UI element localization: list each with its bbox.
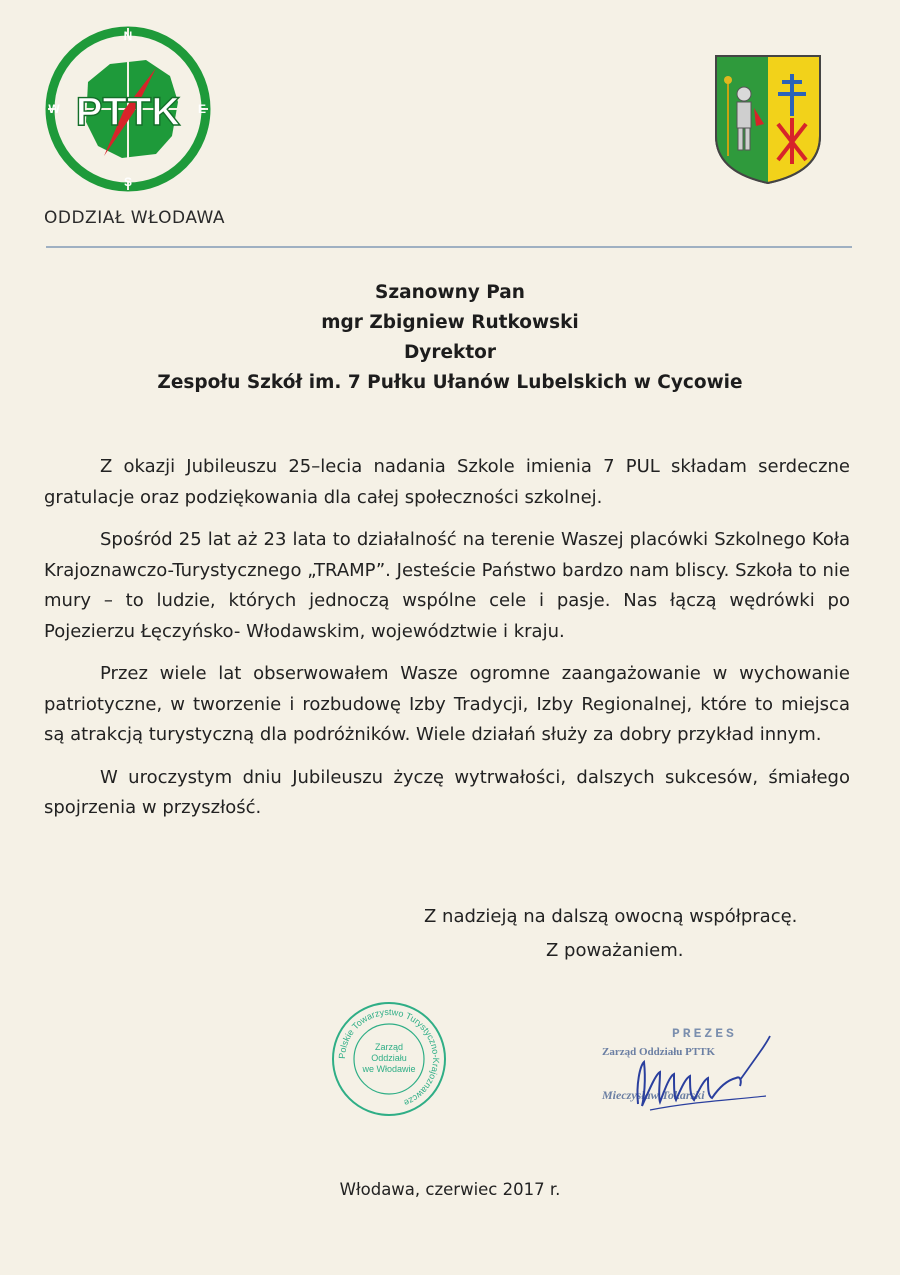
- letter-body: [44, 452, 850, 836]
- paragraph: Przez wiele lat obserwowałem Wasze ogromne zaangażowanie w wychowanie patriotyczne, w tworzenie i rozbudowę Izby Tradycji, Izby Regionalnej, które to miejsca są atrakcją turystyczną dla podróżników. Wiele działań służy za dobry przykład innym.: [44, 663, 850, 745]
- compass-w: W: [48, 102, 60, 116]
- closing-line: Z nadzieją na dalszą owocną współpracę.: [424, 906, 798, 927]
- stamp-center-2: Oddziału: [371, 1053, 407, 1063]
- paragraph: Z okazji Jubileuszu 25–lecia nadania Szkole imienia 7 PUL składam serdeczne gratulacje oraz podziękowania dla całej społeczności szkolnej.: [44, 456, 850, 508]
- stamp-center-1: Zarząd: [374, 1042, 404, 1052]
- regards-line: Z poważaniem.: [546, 940, 684, 961]
- header-divider: [46, 246, 852, 248]
- stamp-center-3: we Włodawie: [362, 1064, 416, 1074]
- branch-name: ODDZIAŁ WŁODAWA: [44, 208, 226, 228]
- round-stamp: [330, 1000, 448, 1118]
- signature-name: Mieczysław Tokarski: [602, 1088, 705, 1102]
- addressee-school: Zespołu Szkół im. 7 Pułku Ułanów Lubelskich w Cycowie: [157, 372, 743, 393]
- addressee-role: Dyrektor: [403, 342, 497, 363]
- stamp-ring-text: Polskie Towarzystwo Turystyczno-Krajoznawcze: [336, 1006, 442, 1109]
- handwritten-signature: [590, 1022, 790, 1122]
- addressee-name: mgr Zbigniew Rutkowski: [321, 312, 579, 333]
- signature-org: Zarząd Oddziału PTTK: [602, 1046, 716, 1058]
- closing-block: [424, 900, 797, 968]
- addressee-block: [0, 278, 900, 398]
- compass-s: S: [123, 175, 133, 189]
- compass-n: N: [123, 29, 133, 43]
- compass-e: E: [197, 102, 207, 116]
- signature-title: PREZES: [672, 1026, 737, 1041]
- place-date: Włodawa, czerwiec 2017 r.: [339, 1180, 561, 1199]
- coat-of-arms: [712, 52, 824, 187]
- pttk-logo-text: PTTK: [75, 90, 181, 134]
- signature-block: [590, 1022, 790, 1122]
- paragraph: W uroczystym dniu Jubileuszu życzę wytrwałości, dalszych sukcesów, śmiałego spojrzenia w przyszłość.: [44, 766, 850, 818]
- paragraph: Spośród 25 lat aż 23 lata to działalność na terenie Waszej placówki Szkolnego Koła Krajoznawczo-Turystycznego „TRAMP”. Jesteście Państwo bardzo nam bliscy. Szkoła to nie mury – to ludzie, których jednoczą wspólne cele i pasje. Nas łączą wędrówki po Pojezierzu Łęczyńsko- Włodawskim, województwie i kraju.: [44, 529, 850, 642]
- salutation: Szanowny Pan: [375, 282, 525, 303]
- pttk-logo: [38, 24, 218, 194]
